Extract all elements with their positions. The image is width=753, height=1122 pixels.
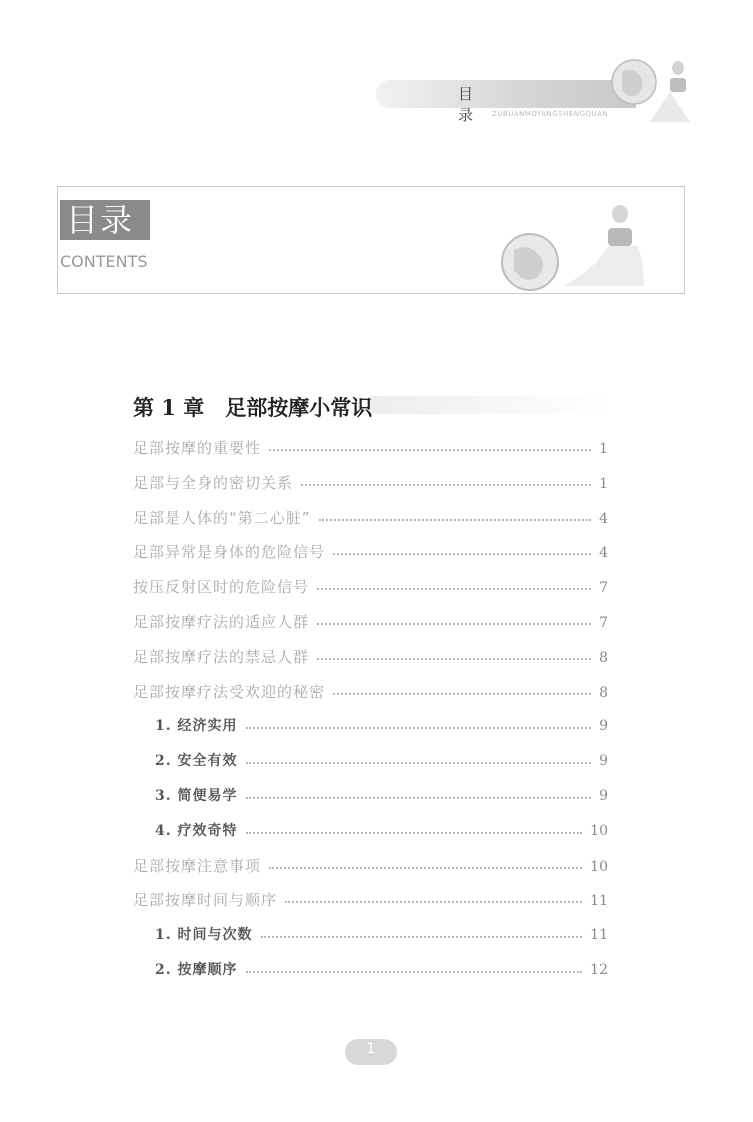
toc-entry-page: 7 — [599, 615, 608, 631]
toc-leader-dots — [317, 657, 591, 660]
toc-entry-page: 8 — [599, 650, 608, 666]
toc-entry-page: 4 — [599, 545, 608, 561]
toc-entry[interactable] — [133, 576, 608, 600]
toc-entry[interactable] — [155, 785, 608, 809]
toc-entry[interactable] — [133, 507, 608, 531]
contents-figure-illustration — [490, 196, 650, 294]
toc-leader-dots — [246, 726, 592, 729]
chapter-heading: 第 1 章 足部按摩小常识 — [133, 395, 373, 420]
running-header-title: 目 录 — [458, 85, 492, 124]
toc-entry-title: 足部按摩疗法的适应人群 — [133, 613, 310, 631]
toc-entry-page: 10 — [590, 823, 608, 839]
toc-leader-dots — [333, 552, 591, 555]
page-number: 1 — [366, 1041, 376, 1057]
toc-entry-page: 1 — [599, 476, 608, 492]
toc-entry-page: 1 — [599, 441, 608, 457]
toc-entry-page: 11 — [590, 927, 608, 943]
toc-leader-dots — [246, 796, 592, 799]
toc-entry[interactable] — [155, 959, 608, 983]
contents-title: 目录 — [60, 200, 150, 240]
toc-leader-dots — [269, 448, 591, 451]
toc-entry[interactable] — [133, 437, 608, 461]
toc-leader-dots — [261, 935, 583, 938]
toc-entry-title: 按压反射区时的危险信号 — [133, 578, 310, 596]
contents-subtitle: CONTENTS — [60, 252, 148, 271]
toc-entry-page: 10 — [590, 859, 608, 875]
toc-entry-title: 足部按摩时间与顺序 — [133, 891, 278, 909]
toc-entry-title: 足部与全身的密切关系 — [133, 474, 294, 492]
toc-entry[interactable] — [133, 855, 608, 879]
toc-entry-page: 9 — [599, 718, 608, 734]
toc-entry-title: 足部异常是身体的危险信号 — [133, 543, 326, 561]
toc-entry-page: 4 — [599, 511, 608, 527]
toc-entry[interactable] — [133, 611, 608, 635]
header-figure-illustration — [600, 52, 695, 132]
toc-entry-title: 足部按摩的重要性 — [133, 439, 262, 457]
toc-leader-dots — [301, 483, 591, 486]
toc-entry-title: 足部按摩疗法受欢迎的秘密 — [133, 683, 326, 701]
toc-entry-page: 9 — [599, 788, 608, 804]
toc-entry-title: 足部按摩疗法的禁忌人群 — [133, 648, 310, 666]
toc-entry-page: 8 — [599, 685, 608, 701]
toc-entry[interactable] — [155, 820, 608, 844]
toc-entry-title: 足部按摩注意事项 — [133, 857, 262, 875]
toc-leader-dots — [319, 518, 592, 521]
toc-entry-page: 7 — [599, 580, 608, 596]
toc-entry-page: 9 — [599, 753, 608, 769]
toc-leader-dots — [333, 692, 591, 695]
toc-entry-title: 足部是人体的“第二心脏” — [133, 509, 311, 527]
toc-leader-dots — [246, 761, 592, 764]
running-header-subtitle: ZUBUANMOYANGSHENGQUAN — [492, 110, 609, 118]
toc-leader-dots — [246, 970, 583, 973]
chapter-heading-bar — [370, 396, 610, 414]
toc-entry-title: 3. 简便易学 — [155, 788, 238, 804]
toc-leader-dots — [246, 831, 583, 834]
toc-entry-page: 12 — [590, 962, 608, 978]
toc-entry[interactable] — [133, 646, 608, 670]
toc-entry[interactable] — [133, 889, 608, 913]
toc-leader-dots — [269, 866, 582, 869]
toc-entry[interactable] — [155, 750, 608, 774]
toc-leader-dots — [317, 587, 591, 590]
toc-entry-title: 1. 经济实用 — [155, 718, 238, 734]
toc-leader-dots — [317, 622, 591, 625]
toc-entry-title: 1. 时间与次数 — [155, 927, 253, 943]
toc-entry[interactable] — [133, 541, 608, 565]
toc-entry[interactable] — [133, 681, 608, 705]
toc-entry-title: 2. 按摩顺序 — [155, 962, 238, 978]
toc-leader-dots — [285, 900, 582, 903]
toc-entry[interactable] — [155, 715, 608, 739]
toc-entry-page: 11 — [590, 893, 608, 909]
toc-entry-title: 2. 安全有效 — [155, 753, 238, 769]
toc-entry-title: 4. 疗效奇特 — [155, 823, 238, 839]
toc-entry[interactable] — [133, 472, 608, 496]
toc-entry[interactable] — [155, 924, 608, 948]
